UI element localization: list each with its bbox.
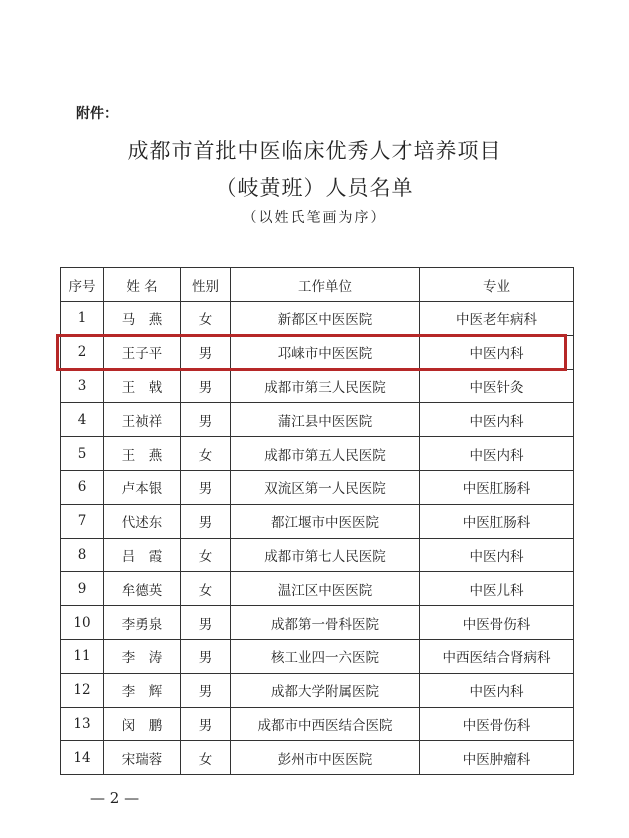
cell-workplace: 双流区第一人民医院 (231, 470, 420, 504)
cell-index: 13 (61, 707, 104, 741)
table-row (61, 470, 574, 504)
cell-gender: 男 (181, 403, 231, 437)
table-row (61, 673, 574, 707)
cell-gender: 男 (181, 606, 231, 640)
cell-index: 4 (61, 403, 104, 437)
cell-index: 1 (61, 302, 104, 336)
table-row (61, 639, 574, 673)
cell-workplace: 彭州市中医医院 (231, 741, 420, 775)
table-row (61, 504, 574, 538)
header-workplace: 工作单位 (231, 268, 420, 302)
cell-workplace: 成都大学附属医院 (231, 673, 420, 707)
cell-specialty: 中医骨伤科 (420, 707, 574, 741)
cell-workplace: 温江区中医医院 (231, 572, 420, 606)
cell-workplace: 新都区中医医院 (231, 302, 420, 336)
cell-index: 9 (61, 572, 104, 606)
cell-specialty: 中医儿科 (420, 572, 574, 606)
cell-gender: 女 (181, 572, 231, 606)
cell-workplace: 成都第一骨科医院 (231, 606, 420, 640)
cell-specialty: 中医内科 (420, 403, 574, 437)
cell-workplace: 成都市第七人民医院 (231, 538, 420, 572)
table-row (61, 437, 574, 471)
cell-name: 李 辉 (104, 673, 181, 707)
highlight-box (56, 334, 567, 371)
cell-specialty: 中西医结合肾病科 (420, 639, 574, 673)
cell-gender: 女 (181, 437, 231, 471)
document-title-line2: （岐黄班）人员名单 (215, 176, 414, 200)
cell-name: 李勇泉 (104, 606, 181, 640)
cell-specialty: 中医内科 (420, 538, 574, 572)
cell-index: 12 (61, 673, 104, 707)
cell-index: 14 (61, 741, 104, 775)
cell-index: 5 (61, 437, 104, 471)
cell-specialty: 中医肛肠科 (420, 504, 574, 538)
cell-specialty: 中医肛肠科 (420, 470, 574, 504)
cell-name: 牟德英 (104, 572, 181, 606)
header-gender: 性别 (181, 268, 231, 302)
cell-index: 11 (61, 639, 104, 673)
cell-index: 7 (61, 504, 104, 538)
cell-name: 吕 霞 (104, 538, 181, 572)
cell-workplace: 成都市中西医结合医院 (231, 707, 420, 741)
cell-specialty: 中医内科 (420, 335, 574, 369)
cell-specialty: 中医老年病科 (420, 302, 574, 336)
table-row (61, 302, 574, 336)
cell-name: 卢本银 (104, 470, 181, 504)
cell-name: 代述东 (104, 504, 181, 538)
cell-specialty: 中医内科 (420, 673, 574, 707)
cell-specialty: 中医肿瘤科 (420, 741, 574, 775)
cell-gender: 女 (181, 302, 231, 336)
table-row (61, 606, 574, 640)
cell-gender: 女 (181, 538, 231, 572)
cell-name: 王 燕 (104, 437, 181, 471)
table-row (61, 403, 574, 437)
cell-gender: 男 (181, 504, 231, 538)
cell-specialty: 中医内科 (420, 437, 574, 471)
table-row (61, 538, 574, 572)
cell-name: 闵 鹏 (104, 707, 181, 741)
attachment-label: 附件： (76, 106, 118, 122)
table-row (61, 707, 574, 741)
cell-name: 李 涛 (104, 639, 181, 673)
table-row (61, 572, 574, 606)
cell-name: 马 燕 (104, 302, 181, 336)
cell-gender: 男 (181, 639, 231, 673)
cell-gender: 男 (181, 369, 231, 403)
table-row (61, 741, 574, 775)
cell-workplace: 成都市第五人民医院 (231, 437, 420, 471)
cell-name: 王祯祥 (104, 403, 181, 437)
cell-workplace: 成都市第三人民医院 (231, 369, 420, 403)
cell-workplace: 都江堰市中医医院 (231, 504, 420, 538)
cell-index: 2 (61, 335, 104, 369)
cell-workplace: 核工业四一六医院 (231, 639, 420, 673)
cell-workplace: 邛崃市中医医院 (231, 335, 420, 369)
cell-index: 10 (61, 606, 104, 640)
cell-index: 6 (61, 470, 104, 504)
cell-index: 3 (61, 369, 104, 403)
cell-gender: 男 (181, 673, 231, 707)
cell-index: 8 (61, 538, 104, 572)
cell-gender: 男 (181, 707, 231, 741)
table-row (61, 369, 574, 403)
page-number: — 2 — (90, 789, 140, 807)
cell-gender: 男 (181, 470, 231, 504)
cell-gender: 女 (181, 741, 231, 775)
document-subtitle: （以姓氏笔画为序） (242, 210, 387, 226)
cell-workplace: 蒲江县中医医院 (231, 403, 420, 437)
cell-name: 王子平 (104, 335, 181, 369)
table-header-row (61, 268, 574, 302)
header-index: 序号 (61, 268, 104, 302)
cell-name: 宋瑞蓉 (104, 741, 181, 775)
header-name: 姓 名 (104, 268, 181, 302)
cell-specialty: 中医针灸 (420, 369, 574, 403)
cell-specialty: 中医骨伤科 (420, 606, 574, 640)
cell-name: 王 戟 (104, 369, 181, 403)
cell-gender: 男 (181, 335, 231, 369)
header-specialty: 专业 (420, 268, 574, 302)
document-title-line1: 成都市首批中医临床优秀人才培养项目 (127, 139, 502, 163)
